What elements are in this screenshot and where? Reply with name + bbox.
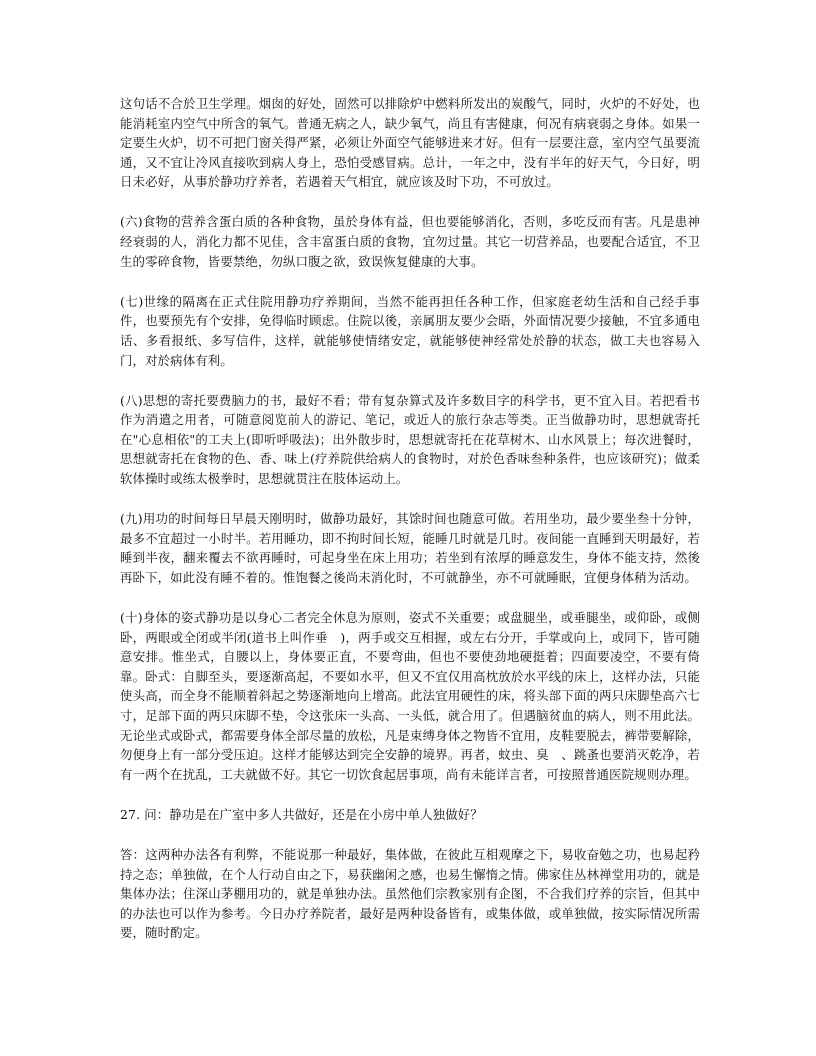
paragraph-chimney-stove: 这句话不合於卫生学理。烟囱的好处，固然可以排除炉中燃料所发出的炭酸气，同时，火炉的不好处，也能消耗室内空气中所含的氧气。普通无病之人，缺少氧气，尚且有害健康，何况有病衰弱之身体。如果一定要生火炉，切不可把门窗关得严紧，必须让外面空气能够进来才好。但有一层要注意，室内空气虽要流通，又不宜让冷风直接吹到病人身上，恐怕受感冒病。总计，一年之中，没有半年的好天气，今日好，明日未必好，从事於静功疗养者，若遇着天气相宜，就应该及时下功，不可放过。 xyxy=(120,96,700,190)
paragraph-10-body-posture: (十)身体的姿式静功是以身心二者完全休息为原则，姿式不关重要；或盘腿坐，或垂腿坐，或仰卧，或侧卧，两眼或全闭或半闭(道书上叫作垂 )，两手或交互相握，或左右分开，手掌或向上，或同下，皆可随意安排。惟坐式，自腰以上，身体要正直，不要弯曲，但也不要使劲地硬挺着；四面要凌空，不要有倚靠。卧式：自脚至头，要逐渐高起，不要如水平，但又不宜仅用高枕放於水平线的床上，这样办法，只能使头高，而全身不能顺着斜起之势逐渐地向上增高。此法宜用硬性的床，将头部下面的两只床脚垫高六七寸，足部下面的两只床脚不垫，令这张床一头高、一头低，就合用了。但遇脑贫血的病人，则不用此法。无论坐式或卧式，都需要身体全部尽量的放松，凡是束缚身体之物皆不宜用，皮鞋要脱去，裤带要解除，勿便身上有一部分受压迫。这样才能够达到完全安静的境界。再者，蚊虫、臭 、跳蚤也要消灭乾净，若有一两个在扰乱，工夫就做不好。其它一切饮食起居事项，尚有未能详言者，可按照普通医院规则办理。 xyxy=(120,609,700,782)
answer-27: 答：这两种办法各有利弊，不能说那一种最好，集体做，在彼此互相观摩之下，易收奋勉之功，也易起矜持之态；单独做，在个人行动自由之下，易获幽闲之感，也易生懈惰之情。佛家住丛林禅堂用功的，就是集体办法；住深山茅棚用功的，就是单独办法。虽然他们宗教家别有企图，不合我们疗养的宗旨，但其中的办法也可以作为参考。今日办疗养院者，最好是两种设备皆有，或集体做，或单独做，按实际情况所需要，随时酌定。 xyxy=(120,846,700,941)
paragraph-9-practice-time: (九)用功的时间每日早晨天刚明时，做静功最好，其馀时间也随意可做。若用坐功，最少要坐叁十分钟，最多不宜超过一小时半。若用睡功，即不拘时间长短，能睡几时就是几时。夜间能一直睡到天明最好，若睡到半夜，翻来覆去不欲再睡时，可起身坐在床上用功；若坐到有浓厚的睡意发生，身体不能支持，然後再卧下，如此没有睡不着的。惟饱餐之後尚未消化时，不可就静坐，亦不可就睡眠，宜便身体稍为活动。 xyxy=(120,511,700,585)
document-page xyxy=(120,94,700,963)
question-27: 27. 问：静功是在广室中多人共做好，还是在小房中单人独做好？ xyxy=(120,806,483,822)
paragraph-7-worldly-isolation: (七)世缘的隔离在正式住院用静功疗养期间，当然不能再担任各种工作，但家庭老幼生活和自己经手事件，也要预先有个安排，免得临时顾虑。住院以後，亲属朋友要少会晤，外面情况要少接触，不宜多通电话、多看报纸、多写信件，这样，就能够使情绪安定，就能够使神经常处於静的状态，做工夫也容易入门，对於病体有利。 xyxy=(120,293,700,368)
paragraph-8-thought-anchoring: (八)思想的寄托要费脑力的书，最好不看；带有复杂算式及许多数目字的科学书，更不宜入目。若把看书作为消遣之用者，可随意阅览前人的游记、笔记，或近人的旅行杂志等类。正当做静功时，思想就寄托在"心息相依"的工夫上(即听呼吸法)；出外散步时，思想就寄托在花草树木、山水风景上；每次进餐时，思想就寄托在食物的色、香、味上(疗养院供给病人的食物时，对於色香味叁种条件，也应该研究)；做柔软体操时或练太极拳时，思想就贯注在肢体运动上。 xyxy=(120,392,700,486)
paragraph-6-food-nutrition: (六)食物的营养含蛋白质的各种食物，虽於身体有益，但也要能够消化，否则，多吃反而有害。凡是患神经衰弱的人，消化力都不见佳，含丰富蛋白质的食物，宜勿过量。其它一切营养品，也要配合适宜，不卫生的零碎食物，皆要禁绝，勿纵口腹之欲，致误恢复健康的大事。 xyxy=(120,214,700,269)
